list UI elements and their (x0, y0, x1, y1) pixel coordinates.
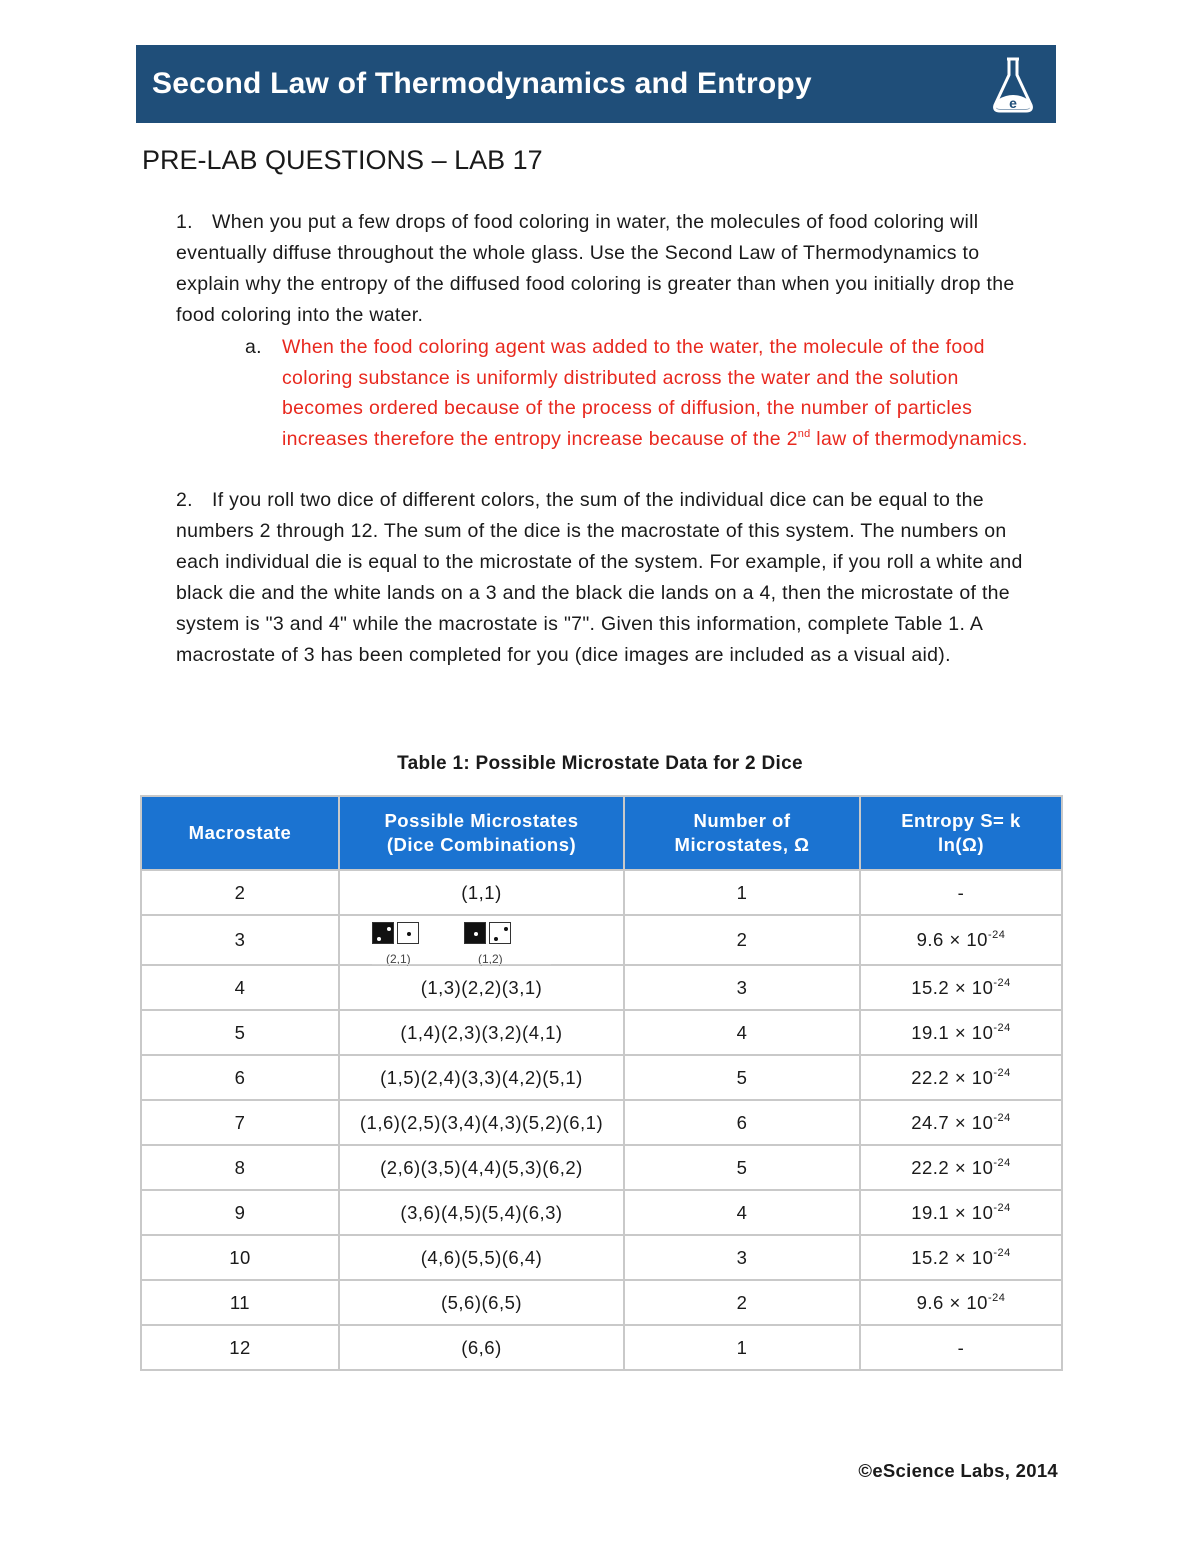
entropy-exponent: -24 (993, 1111, 1011, 1124)
table-row (141, 915, 1062, 965)
die-pip (407, 932, 411, 936)
microstates-cell: (2,6)(3,5)(4,4)(5,3)(6,2) (339, 1145, 624, 1190)
microstate-count-cell: 3 (624, 965, 860, 1010)
question-2 (176, 485, 1046, 671)
die-white-icon (397, 922, 419, 944)
microstate-count-cell: 2 (624, 915, 860, 965)
macrostate-cell: 6 (141, 1055, 339, 1100)
entropy-mantissa: 9.6 × 10 (916, 1291, 988, 1313)
dice-underline (372, 964, 551, 965)
microstates-cell: (1,4)(2,3)(3,2)(4,1) (339, 1010, 624, 1055)
microstate-count-cell: 4 (624, 1190, 860, 1235)
table-row (141, 870, 1062, 915)
entropy-mantissa: 15.2 × 10 (911, 976, 994, 998)
macrostate-cell: 3 (141, 915, 339, 965)
macrostate-cell: 5 (141, 1010, 339, 1055)
page-heading: PRE-LAB QUESTIONS – LAB 17 (142, 145, 543, 175)
table-row (141, 1190, 1062, 1235)
entropy-mantissa: 22.2 × 10 (911, 1066, 994, 1088)
die-white-icon (489, 922, 511, 944)
entropy-mantissa: 15.2 × 10 (911, 1246, 994, 1268)
entropy-exponent: -24 (993, 976, 1011, 989)
microstate-count-cell: 4 (624, 1010, 860, 1055)
dice-images-cell (339, 915, 624, 965)
header-microstates: Possible Microstates (Dice Combinations) (339, 796, 624, 870)
die-pip (377, 937, 381, 941)
macrostate-cell: 4 (141, 965, 339, 1010)
document-title: Second Law of Thermodynamics and Entropy (152, 67, 812, 100)
answer-superscript: nd (797, 427, 811, 440)
question-1 (176, 207, 1046, 331)
microstates-cell: (3,6)(4,5)(5,4)(6,3) (339, 1190, 624, 1235)
microstates-cell: (4,6)(5,5)(6,4) (339, 1235, 624, 1280)
microstate-count-cell: 1 (624, 870, 860, 915)
answer-text (282, 332, 1045, 454)
table-row (141, 1235, 1062, 1280)
microstate-count-cell: 5 (624, 1145, 860, 1190)
macrostate-cell: 2 (141, 870, 339, 915)
entropy-cell (860, 1280, 1062, 1325)
table-header-row (141, 796, 1062, 870)
entropy-exponent: -24 (993, 1066, 1011, 1079)
entropy-mantissa: 22.2 × 10 (911, 1156, 994, 1178)
entropy-cell (860, 1145, 1062, 1190)
entropy-cell (860, 1235, 1062, 1280)
macrostate-cell: 7 (141, 1100, 339, 1145)
macrostate-cell: 8 (141, 1145, 339, 1190)
entropy-exponent: -24 (987, 929, 1006, 941)
table-row (141, 1325, 1062, 1370)
entropy-cell (860, 1055, 1062, 1100)
answer-text-main: When the food coloring agent was added to the water, the molecule of the food coloring substance is uniformly distributed across the water and the solution becomes ordered because of the process of diffusion, the number of particles increases therefore the entropy increase because of the 2 (282, 336, 985, 450)
question-text: When you put a few drops of food coloring in water, the molecules of food coloring will eventually diffuse throughout the whole glass. Use the Second Law of Thermodynamics to explain why the entropy of the diffused food coloring is greater than when you initially drop the food coloring into the water. (176, 211, 1015, 326)
table-row (141, 965, 1062, 1010)
flask-e-logo-icon (988, 55, 1038, 115)
entropy-cell (860, 1100, 1062, 1145)
question-number: 2. (176, 489, 193, 511)
macrostate-cell: 12 (141, 1325, 339, 1370)
entropy-exponent: -24 (987, 1291, 1006, 1304)
die-pip (387, 927, 391, 931)
die-pip (474, 932, 478, 936)
microstates-cell: (1,5)(2,4)(3,3)(4,2)(5,1) (339, 1055, 624, 1100)
answer-a (245, 332, 1045, 454)
entropy-exponent: -24 (993, 1201, 1011, 1214)
table-row (141, 1010, 1062, 1055)
microstates-cell: (6,6) (339, 1325, 624, 1370)
question-number: 1. (176, 211, 193, 233)
microstates-cell: (5,6)(6,5) (339, 1280, 624, 1325)
microstate-count-cell: 6 (624, 1100, 860, 1145)
microstate-count-cell: 1 (624, 1325, 860, 1370)
entropy-cell: - (860, 1325, 1062, 1370)
entropy-cell (860, 1190, 1062, 1235)
die-pip (494, 937, 498, 941)
entropy-exponent: -24 (993, 1021, 1011, 1034)
dice-pair-label: (1,2) (478, 952, 503, 966)
macrostate-cell: 10 (141, 1235, 339, 1280)
microstate-count-cell: 3 (624, 1235, 860, 1280)
dice-pair-label: (2,1) (386, 952, 411, 966)
table-caption: Table 1: Possible Microstate Data for 2 Dice (397, 753, 803, 774)
entropy-cell: - (860, 870, 1062, 915)
svg-text:e: e (1009, 95, 1017, 111)
entropy-cell (860, 915, 1062, 965)
table-row (141, 1280, 1062, 1325)
die-pip (504, 927, 508, 931)
microstate-count-cell: 5 (624, 1055, 860, 1100)
entropy-mantissa: 19.1 × 10 (911, 1021, 994, 1043)
entropy-cell (860, 1010, 1062, 1055)
microstates-cell: (1,1) (339, 870, 624, 915)
die-black-icon (464, 922, 486, 944)
answer-text-end: law of thermodynamics. (810, 427, 1028, 450)
table-row (141, 1145, 1062, 1190)
microstates-cell: (1,3)(2,2)(3,1) (339, 965, 624, 1010)
entropy-exponent: -24 (993, 1246, 1011, 1259)
entropy-mantissa: 19.1 × 10 (911, 1201, 994, 1223)
entropy-cell (860, 965, 1062, 1010)
answer-marker: a. (245, 336, 262, 358)
entropy-mantissa: 24.7 × 10 (911, 1111, 994, 1133)
macrostate-cell: 9 (141, 1190, 339, 1235)
header-entropy: Entropy S= k ln(Ω) (860, 796, 1062, 870)
header-banner (136, 45, 1056, 123)
macrostate-cell: 11 (141, 1280, 339, 1325)
microstates-cell: (1,6)(2,5)(3,4)(4,3)(5,2)(6,1) (339, 1100, 624, 1145)
question-text: If you roll two dice of different colors, the sum of the individual dice can be equal to the numbers 2 through 12. The sum of the dice is the macrostate of this system. The numbers on each individual die is equal to the microstate of the system. For example, if you roll a white and black die and the white lands on a 3 and the black die lands on a 4, then the microstate of the system is "3 and 4" while the macrostate is "7". Given this information, complete Table 1. A macrostate of 3 has been completed for you (dice images are included as a visual aid). (176, 489, 1023, 666)
copyright-footer: ©eScience Labs, 2014 (858, 1460, 1058, 1481)
die-black-icon (372, 922, 394, 944)
entropy-exponent: -24 (993, 1156, 1011, 1169)
header-count: Number of Microstates, Ω (624, 796, 860, 870)
entropy-mantissa: 9.6 × 10 (916, 929, 988, 950)
microstate-table (140, 795, 1063, 1371)
header-macrostate: Macrostate (141, 796, 339, 870)
table-row (141, 1055, 1062, 1100)
table-row (141, 1100, 1062, 1145)
microstate-count-cell: 2 (624, 1280, 860, 1325)
